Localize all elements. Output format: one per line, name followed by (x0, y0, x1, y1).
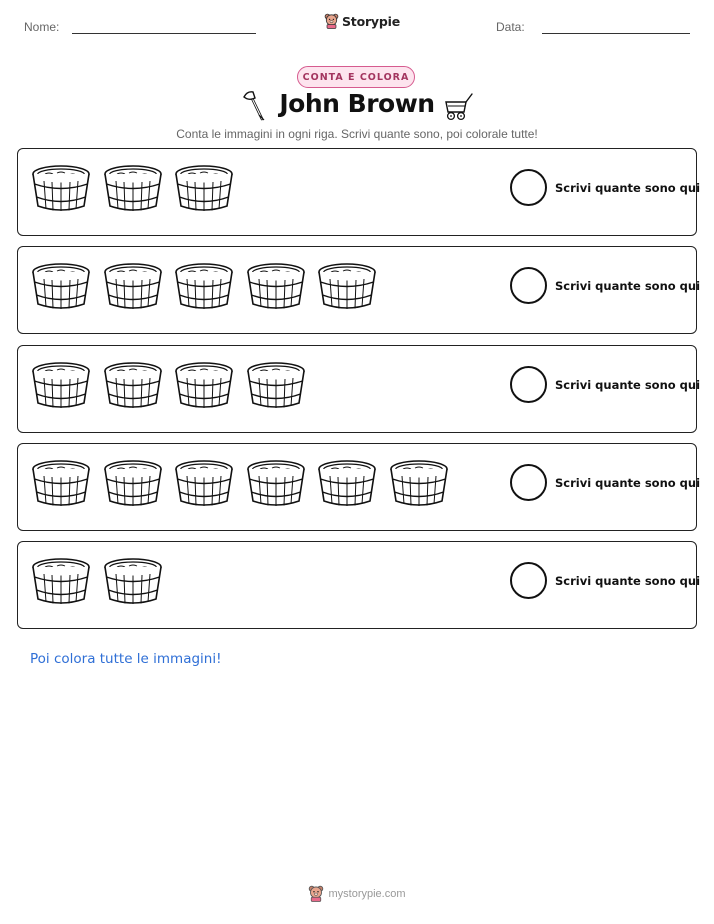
counting-row (17, 541, 701, 629)
wooden-tub-icon[interactable] (103, 557, 163, 605)
wagon-icon (442, 92, 474, 122)
wooden-tub-icon[interactable] (31, 557, 91, 605)
answer-circle[interactable] (510, 366, 547, 403)
wooden-tub-icon[interactable] (31, 361, 91, 409)
brand-logo (324, 13, 400, 29)
wooden-tub-icon[interactable] (103, 262, 163, 310)
bear-mascot-icon (324, 13, 339, 29)
instructions-text: Conta le immagini in ogni riga. Scrivi quante sono, poi colorale tutte! (176, 127, 538, 141)
wooden-tub-icon[interactable] (317, 459, 377, 507)
wooden-tub-icon[interactable] (103, 164, 163, 212)
coloring-instruction: Poi colora tutte le immagini! (30, 651, 222, 667)
brand-name: Storypie (342, 13, 400, 29)
counting-row (17, 345, 701, 433)
counting-row (17, 246, 701, 334)
wooden-tub-icon[interactable] (174, 164, 234, 212)
wooden-tub-icon[interactable] (103, 459, 163, 507)
wooden-tub-icon[interactable] (174, 361, 234, 409)
wooden-tub-icon[interactable] (246, 459, 306, 507)
answer-circle[interactable] (510, 267, 547, 304)
date-label: Data: (496, 20, 525, 34)
name-label: Nome: (24, 20, 60, 34)
activity-badge: CONTA E COLORA (297, 66, 415, 88)
counting-row (17, 443, 701, 531)
answer-label: Scrivi quante sono qui (555, 574, 701, 589)
counting-row (17, 148, 701, 236)
answer-label: Scrivi quante sono qui (555, 475, 701, 490)
page-title: John Brown (279, 89, 435, 118)
wooden-tub-icon[interactable] (31, 459, 91, 507)
name-field[interactable] (72, 33, 256, 34)
answer-circle[interactable] (510, 169, 547, 206)
header (0, 0, 714, 50)
wooden-tub-icon[interactable] (246, 262, 306, 310)
wooden-tub-icon[interactable] (31, 262, 91, 310)
wooden-tub-icon[interactable] (246, 361, 306, 409)
answer-label: Scrivi quante sono qui (555, 377, 701, 392)
footer-site: mystorypie.com (328, 887, 406, 900)
date-field[interactable] (542, 33, 690, 34)
wooden-tub-icon[interactable] (317, 262, 377, 310)
answer-circle[interactable] (510, 464, 547, 501)
answer-label: Scrivi quante sono qui (555, 279, 701, 294)
wooden-tub-icon[interactable] (103, 361, 163, 409)
wooden-tub-icon[interactable] (174, 459, 234, 507)
answer-label: Scrivi quante sono qui (555, 181, 701, 195)
bear-mascot-icon (308, 885, 324, 902)
wooden-tub-icon[interactable] (174, 262, 234, 310)
wooden-tub-icon[interactable] (389, 459, 449, 507)
wooden-tub-icon[interactable] (31, 164, 91, 212)
footer (0, 885, 714, 902)
answer-circle[interactable] (510, 562, 547, 599)
